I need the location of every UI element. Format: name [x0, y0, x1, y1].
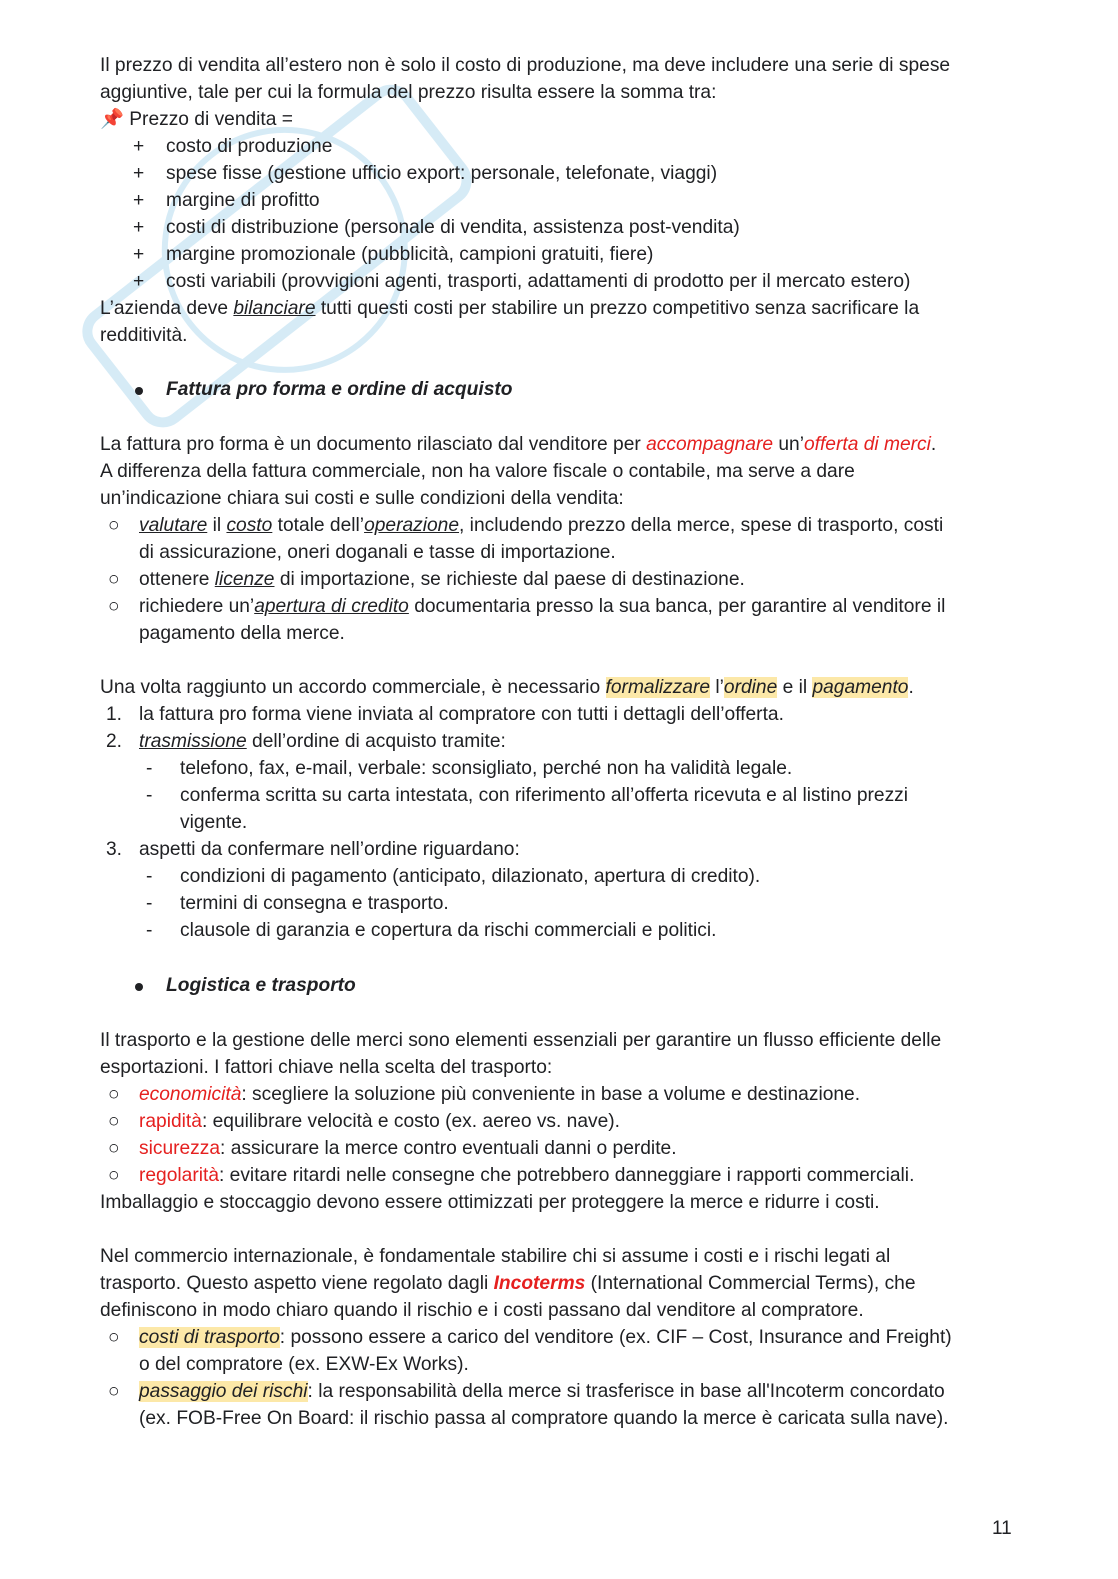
paragraph-line: Imballaggio e stoccaggio devono essere ottimizzati per proteggere la merce e ridurre i costi.: [100, 1192, 880, 1213]
list-item: regolarità: evitare ritardi nelle consegne che potrebbero danneggiare i rapporti commerciali.: [139, 1165, 915, 1186]
list-item: richiedere un’apertura di credito documentaria presso la sua banca, per garantire al venditore il: [139, 596, 946, 617]
section-heading: Logistica e trasporto: [166, 975, 356, 996]
list-item-continuation: di assicurazione, oneri doganali e tasse di importazione.: [139, 542, 616, 563]
intro-line-2: aggiuntive, tale per cui la formula del prezzo risulta essere la somma tra:: [100, 82, 717, 103]
list-item-continuation: (ex. FOB-Free On Board: il rischio passa al compratore quando la merce è caricata sulla nave).: [139, 1408, 949, 1429]
dash-bullet: -: [146, 920, 153, 941]
sub-item: telefono, fax, e-mail, verbale: sconsigliato, perché non ha validità legale.: [180, 758, 793, 779]
paragraph-line: Nel commercio internazionale, è fondamentale stabilire chi si assume i costi e i rischi legati al: [100, 1246, 891, 1267]
formula-item: costi di distribuzione (personale di vendita, assistenza post-vendita): [166, 217, 740, 238]
formula-item: costo di produzione: [166, 136, 333, 157]
paragraph-line: Il trasporto e la gestione delle merci sono elementi essenziali per garantire un flusso efficiente delle: [100, 1030, 942, 1051]
sub-item: condizioni di pagamento (anticipato, dilazionato, apertura di credito).: [180, 866, 761, 887]
conclusion-line-1: L’azienda deve bilanciare tutti questi costi per stabilire un prezzo competitivo senza sacrificare la: [100, 298, 920, 319]
page-number: 11: [992, 1518, 1012, 1539]
formula-item: costi variabili (provvigioni agenti, trasporti, adattamenti di prodotto per il mercato estero): [166, 271, 911, 292]
plus-sign: +: [133, 190, 145, 211]
list-item-continuation: o del compratore (ex. EXW-Ex Works).: [139, 1354, 469, 1375]
list-number: 3.: [106, 839, 123, 860]
numbered-item: trasmissione dell’ordine di acquisto tramite:: [139, 731, 506, 752]
formula-item: margine promozionale (pubblicità, campioni gratuiti, fiere): [166, 244, 654, 265]
list-item: ottenere licenze di importazione, se richieste dal paese di destinazione.: [139, 569, 745, 590]
list-number: 2.: [106, 731, 123, 752]
list-item: passaggio dei rischi: la responsabilità della merce si trasferisce in base all'Incoterm concordato: [139, 1381, 945, 1402]
paragraph-line: La fattura pro forma è un documento rilasciato dal venditore per accompagnare un’offerta di merci.: [100, 434, 937, 455]
circle-bullet-icon: ○: [108, 569, 120, 590]
paragraph-line: trasporto. Questo aspetto viene regolato dagli Incoterms (International Commercial Terms), che: [100, 1273, 916, 1294]
list-item: costi di trasporto: possono essere a carico del venditore (ex. CIF – Cost, Insurance and Freight): [139, 1327, 952, 1348]
formula-item: spese fisse (gestione ufficio export: personale, telefonate, viaggi): [166, 163, 718, 184]
circle-bullet-icon: ○: [108, 1381, 120, 1402]
conclusion-line-2: redditività.: [100, 325, 188, 346]
plus-sign: +: [133, 271, 145, 292]
sub-item: clausole di garanzia e copertura da rischi commerciali e politici.: [180, 920, 717, 941]
intro-line-1: Il prezzo di vendita all’estero non è solo il costo di produzione, ma deve includere una serie di spese: [100, 55, 951, 76]
list-item: sicurezza: assicurare la merce contro eventuali danni o perdite.: [139, 1138, 677, 1159]
circle-bullet-icon: ○: [108, 596, 120, 617]
plus-sign: +: [133, 163, 145, 184]
list-item-continuation: pagamento della merce.: [139, 623, 345, 644]
circle-bullet-icon: ○: [108, 515, 120, 536]
list-item: economicità: scegliere la soluzione più conveniente in base a volume e destinazione.: [139, 1084, 861, 1105]
circle-bullet-icon: ○: [108, 1165, 120, 1186]
bullet-dot-icon: [135, 387, 143, 395]
underlined-term: bilanciare: [233, 298, 316, 319]
paragraph-line: esportazioni. I fattori chiave nella scelta del trasporto:: [100, 1057, 553, 1078]
circle-bullet-icon: ○: [108, 1138, 120, 1159]
dash-bullet: -: [146, 866, 153, 887]
paragraph-line: definiscono in modo chiaro quando il rischio e i costi passano dal venditore al compratore.: [100, 1300, 864, 1321]
sub-item-continuation: vigente.: [180, 812, 248, 833]
formula-item: margine di profitto: [166, 190, 320, 211]
sub-item: termini di consegna e trasporto.: [180, 893, 449, 914]
circle-bullet-icon: ○: [108, 1084, 120, 1105]
dash-bullet: -: [146, 785, 153, 806]
list-item: valutare il costo totale dell’operazione, includendo prezzo della merce, spese di trasporto, costi: [139, 515, 944, 536]
list-number: 1.: [106, 704, 123, 725]
bullet-dot-icon: [135, 983, 143, 991]
sub-item: conferma scritta su carta intestata, con riferimento all’offerta ricevuta e al listino prezzi: [180, 785, 909, 806]
plus-sign: +: [133, 244, 145, 265]
list-item: rapidità: equilibrare velocità e costo (ex. aereo vs. nave).: [139, 1111, 621, 1132]
numbered-item: la fattura pro forma viene inviata al compratore con tutti i dettagli dell’offerta.: [139, 704, 784, 725]
plus-sign: +: [133, 217, 145, 238]
numbered-item: aspetti da confermare nell’ordine riguardano:: [139, 839, 520, 860]
paragraph-line: un’indicazione chiara sui costi e sulle condizioni della vendita:: [100, 488, 624, 509]
plus-sign: +: [133, 136, 145, 157]
dash-bullet: -: [146, 758, 153, 779]
paragraph-line: A differenza della fattura commerciale, non ha valore fiscale o contabile, ma serve a dare: [100, 461, 855, 482]
section-heading: Fattura pro forma e ordine di acquisto: [166, 379, 513, 400]
circle-bullet-icon: ○: [108, 1327, 120, 1348]
dash-bullet: -: [146, 893, 153, 914]
formula-label: 📌 Prezzo di vendita =: [100, 109, 293, 130]
pushpin-icon: 📌: [100, 109, 124, 130]
paragraph-line: Una volta raggiunto un accordo commerciale, è necessario formalizzare l’ordine e il pagamento.: [100, 677, 914, 698]
circle-bullet-icon: ○: [108, 1111, 120, 1132]
